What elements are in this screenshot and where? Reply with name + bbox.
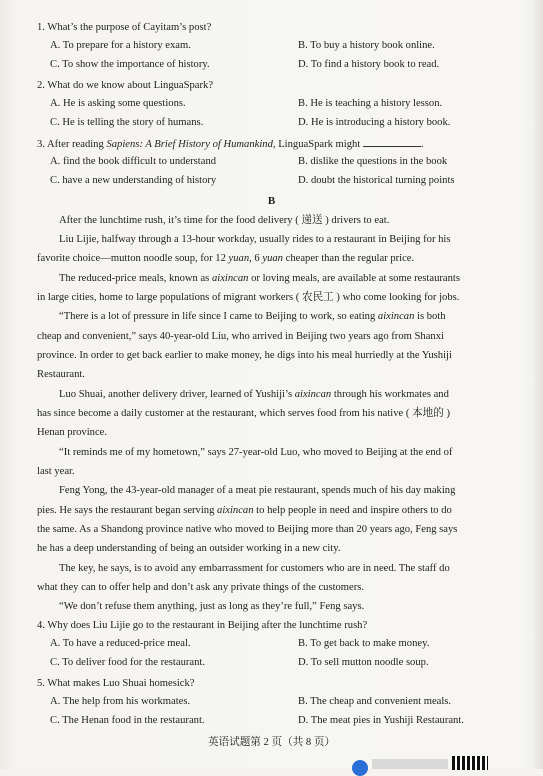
qr-code-icon	[452, 756, 488, 770]
passage-line: pies. He says the restaurant began serving aixincan to help people in need and inspire others to do	[37, 505, 452, 516]
q2-option-c: C. He is telling the story of humans.	[50, 117, 204, 128]
passage-line: After the lunchtime rush, it’s time for the food delivery ( 递送 ) drivers to eat.	[59, 215, 390, 226]
section-b-heading: B	[267, 195, 276, 207]
page-edge-shadow	[533, 0, 543, 769]
q3-stem-end: , LinguaSpark might	[272, 139, 361, 150]
q4-option-c: C. To deliver food for the restaurant.	[50, 657, 205, 668]
q5-option-d: D. The meat pies in Yushiji Restaurant.	[298, 715, 464, 726]
passage-line: “It reminds me of my hometown,” says 27-year-old Luo, who moved to Beijing at the end of	[59, 447, 453, 458]
page-footer: 英语试题第 2 页（共 8 页）	[207, 737, 336, 748]
q5-option-b: B. The cheap and convenient meals.	[298, 696, 452, 707]
question-1-stem: 1. What’s the purpose of Cayitam’s post?	[37, 22, 212, 33]
q3-option-d: D. doubt the historical turning points	[298, 175, 455, 186]
passage-line: “We don’t refuse them anything, just as long as they’re full,” Feng says.	[59, 601, 365, 612]
q2-option-a: A. He is asking some questions.	[50, 98, 186, 109]
passage-line: Luo Shuai, another delivery driver, learned of Yushiji’s aixincan through his workmates and	[59, 389, 449, 400]
passage-line: he has a deep understanding of being an outsider working in a new city.	[37, 543, 341, 554]
q3-option-b: B. dislike the questions in the book	[298, 156, 448, 167]
passage-line: last year.	[37, 466, 75, 477]
question-4-stem: 4. Why does Liu Lijie go to the restaurant in Beijing after the lunchtime rush?	[37, 620, 368, 631]
q2-option-d: D. He is introducing a history book.	[298, 117, 451, 128]
passage-line: Feng Yong, the 43-year-old manager of a meat pie restaurant, spends much of his day making	[59, 485, 456, 496]
q4-option-b: B. To get back to make money.	[298, 638, 430, 649]
passage-line: cheap and convenient,” says 40-year-old Liu, who arrived in Beijing two years ago from Shanxi	[37, 331, 444, 342]
passage-line: Liu Lijie, halfway through a 13-hour workday, usually rides to a restaurant in Beijing for his	[59, 234, 451, 245]
passage-line: in large cities, home to large populations of migrant workers ( 农民工 ) who come looking for jobs.	[37, 292, 460, 303]
q5-option-a: A. The help from his workmates.	[50, 696, 191, 707]
q3-option-c: C. have a new understanding of history	[50, 175, 217, 186]
q1-option-a: A. To prepare for a history exam.	[50, 40, 191, 51]
q3-book-title: Sapiens: A Brief History of Humankind	[106, 139, 273, 150]
passage-line: province. In order to get back earlier to make money, he digs into his meal hurriedly at the Yushiji	[37, 350, 452, 361]
watermark-text-block	[372, 759, 448, 769]
app-logo-icon	[352, 760, 368, 776]
q4-option-d: D. To sell mutton noodle soup.	[298, 657, 429, 668]
question-5-stem: 5. What makes Luo Shuai homesick?	[37, 678, 195, 689]
passage-line: “There is a lot of pressure in life since I came to Beijing to work, so eating aixincan is both	[59, 311, 446, 322]
passage-line: The key, he says, is to avoid any embarrassment for customers who are in need. The staff do	[59, 563, 450, 574]
q2-option-b: B. He is teaching a history lesson.	[298, 98, 443, 109]
q3-option-a: A. find the book difficult to understand	[50, 156, 217, 167]
q1-option-d: D. To find a history book to read.	[298, 59, 440, 70]
question-2-stem: 2. What do we know about LinguaSpark?	[37, 80, 214, 91]
passage-line: Restaurant.	[37, 369, 85, 380]
q5-option-c: C. The Henan food in the restaurant.	[50, 715, 205, 726]
passage-line: the same. As a Shandong province native who moved to Beijing more than 20 years ago, Feng says	[37, 524, 458, 535]
q3-stem-start: 3. After reading	[37, 139, 107, 150]
q3-answer-blank	[363, 137, 421, 147]
q1-option-c: C. To show the importance of history.	[50, 59, 210, 70]
passage-line: what they can to offer help and don’t ask any private things of the customers.	[37, 582, 365, 593]
passage-line: favorite choice—mutton noodle soup, for 12 yuan, 6 yuan cheaper than the regular price.	[37, 253, 415, 264]
passage-line: Henan province.	[37, 427, 108, 438]
q4-option-a: A. To have a reduced-price meal.	[50, 638, 191, 649]
passage-line: The reduced-price meals, known as aixincan or loving meals, are available at some restaurants	[59, 273, 460, 284]
question-3-stem: 3. After reading Sapiens: A Brief History of Humankind, LinguaSpark might .	[37, 139, 424, 150]
passage-line: has since become a daily customer at the restaurant, which serves food from his native ( 本地的 )	[37, 408, 451, 419]
q1-option-b: B. To buy a history book online.	[298, 40, 435, 51]
